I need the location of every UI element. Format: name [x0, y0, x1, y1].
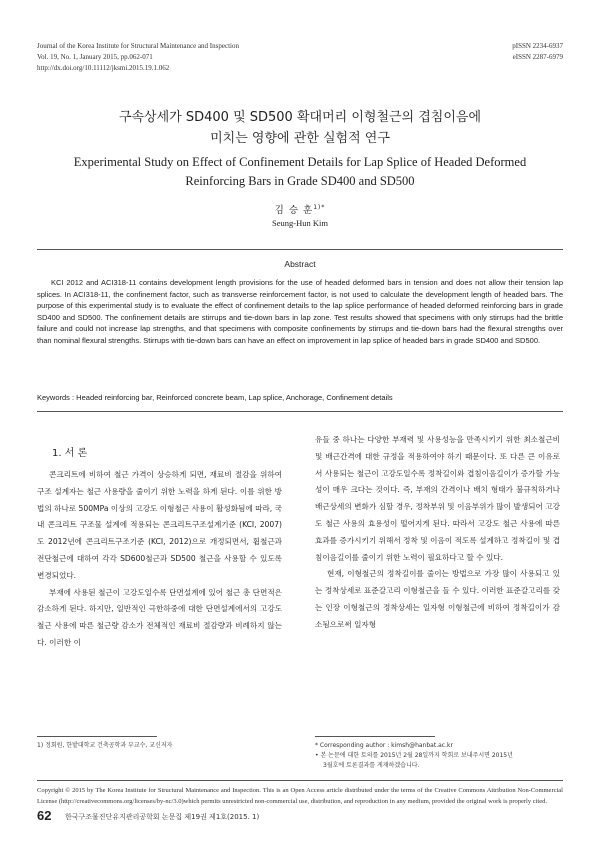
- korean-title-line2: 미치는 영향에 관한 실험적 연구: [210, 131, 390, 146]
- author-english: Seung-Hun Kim: [272, 218, 328, 228]
- keywords: Keywords : Headed reinforcing bar, Reinforced concrete beam, Lap splice, Anchorage, Confinement details: [37, 393, 393, 402]
- footnote-affiliation: 1) 정회원, 한밭대학교 건축공학과 부교수, 교신저자: [37, 742, 173, 749]
- left-column: [37, 467, 282, 652]
- author-korean: [0, 202, 600, 216]
- discussion-note: • 본 논문에 대한 토의를 2015년 2월 28일까지 학회로 보내주시면 2015년: [315, 752, 513, 759]
- abstract-heading: Abstract: [284, 259, 316, 269]
- footnote-right: [315, 741, 563, 771]
- korean-title-line1: 구속상세가 SD400 및 SD500 확대머리 이형철근의 겹침이음에: [118, 110, 482, 125]
- korean-title: [0, 107, 600, 149]
- right-column: [315, 432, 560, 634]
- journal-volume: Vol. 19, No. 1, January 2015, pp.062-071: [37, 53, 153, 61]
- section-heading: 1. 서 론: [52, 448, 88, 459]
- copyright-rule: [37, 780, 563, 781]
- english-title-line2: Reinforcing Bars in Grade SD400 and SD500: [185, 174, 415, 188]
- abstract-bottom-rule: [37, 411, 563, 412]
- corresponding-author: * Corresponding author : kimsh@hanbat.ac.kr: [315, 742, 453, 749]
- intro-paragraph: 유들 중 하나는 다양한 부재력 및 사용성능을 만족시키기 위한 최소철근비 및 배근간격에 대한 규정을 적용하여야 하기 때문이다. 또 다른 큰 이유로서 사용되는 철근이 고강도일수록 정착길이와 겹침이음길이가 증가할 가능성이 매우 크다는 것이다. 즉, 부재의 간격이나 배치 형태가 불규칙하거나 배근상세의 변화가 심할 경우, 정착부위 및 이음부위가 많이 발생되어 고강도 철근 사용의 효용성이 떨어지게 된다. 따라서 고강도 철근 사용에 따른 효과를 증가시키기 위해서 정착 및 이음이 적도록 설계하고 정착길이 및 겹침이음길이를 줄이기 위한 노력이 필요하다고 할 수 있다.: [315, 435, 560, 562]
- journal-doi[interactable]: http://dx.doi.org/10.11112/jksmi.2015.19.1.062: [37, 64, 170, 72]
- english-title-line1: Experimental Study on Effect of Confinement Details for Lap Splice of Headed Deformed: [73, 155, 527, 169]
- footnote-rule-left: [37, 736, 157, 737]
- discussion-note-cont: 3월호에 토론결과를 게재하겠습니다.: [323, 762, 420, 769]
- footer-journal: 한국구조물진단유지관리공학회 논문집 제19권 제1호(2015. 1): [65, 813, 260, 821]
- intro-paragraph: 콘크리트에 비하여 철근 가격이 상승하게 되면, 재료비 절감을 위하여 구조 설계자는 철근 사용량을 줄이기 위한 노력을 하게 된다. 이를 위한 방법의 하나로 500MPa 이상의 고강도 이형철근 사용이 활성화됨에 따라, 국내 콘크리트 구조물 설계에 적용되는 콘크리트구조설계기준 (KCI, 2007)도 2012년에 콘크리트구조기준 (KCI, 2012)으로 개정되면서, 휨철근과 전단철근에 대하여 각각 SD600철근과 SD500 철근을 사용할 수 있도록 변경되었다.: [37, 470, 282, 580]
- copyright-notice: Copyright © 2015 by The Korea Institute for Structural Maintenance and Inspection. This is an Open Access article distributed under the terms of the Creative Commons Attribution Non-Commercial License (http://creativecommons.org/licenses/by-nc/3.0)which permits unrestricted non-commercial use, distribution, and reproduction in any medium, provided the original work is properly cited.: [37, 787, 563, 805]
- journal-info: [37, 41, 239, 74]
- issn-info: [512, 41, 563, 63]
- author-korean-name: 김 승 훈: [274, 205, 314, 216]
- journal-name: Journal of the Korea Institute for Structural Maintenance and Inspection: [37, 42, 239, 50]
- abstract-top-rule: [37, 249, 563, 250]
- intro-paragraph: 현재, 이형철근의 정착길이를 줄이는 방법으로 가장 많이 사용되고 있는 정착상세로 표준갈고리 이형철근을 들 수 있다. 이러한 표준갈고리를 갖는 인장 이형철근의 정착상세는 일자형 이형철근에 비하여 정착길이가 감소됨으로써 일자형: [315, 569, 560, 629]
- eissn: eISSN 2287-6979: [512, 53, 563, 61]
- page-number: 62: [37, 808, 52, 823]
- english-title: [0, 153, 600, 191]
- abstract-text: KCI 2012 and ACI318-11 contains development length provisions for the use of headed deformed bars in tension and does not allow their tension lap splices. In ACI318-11, the confinement factor, such as transverse reinforcement factor, is not used to calculate the development length of headed bars. The purpose of this experimental study is to evaluate the effect of confinement details to the lap splice performance of headed deformed reinforcing bars in grade SD400 and SD500. The confinement details are stirrups and tie-down bars in lap zone. Test results showed that specimens with only stirrups had the brittle failure and could not increase lap strengths, and that specimens with composite confinements by stirrups and tie-down bars had the flexural strengths over than nominal flexural strengths. Stirrups with tie-down bars can have an effect on improvement in lap splice of headed bars in grade SD400 and SD500.: [37, 278, 563, 345]
- intro-paragraph: 부재에 사용된 철근이 고강도일수록 단면설계에 있어 철근 총 단면적은 감소하게 된다. 하지만, 일반적인 극한하중에 대한 단면설계에서의 고강도 철근 사용에 따른 철근량 감소가 전체적인 재료비 절감량과 비례하지 않는다. 이러한 이: [37, 587, 282, 647]
- pissn: pISSN 2234-6937: [512, 42, 563, 50]
- footnote-rule-right: [315, 736, 435, 737]
- author-mark: 1)*: [313, 203, 326, 211]
